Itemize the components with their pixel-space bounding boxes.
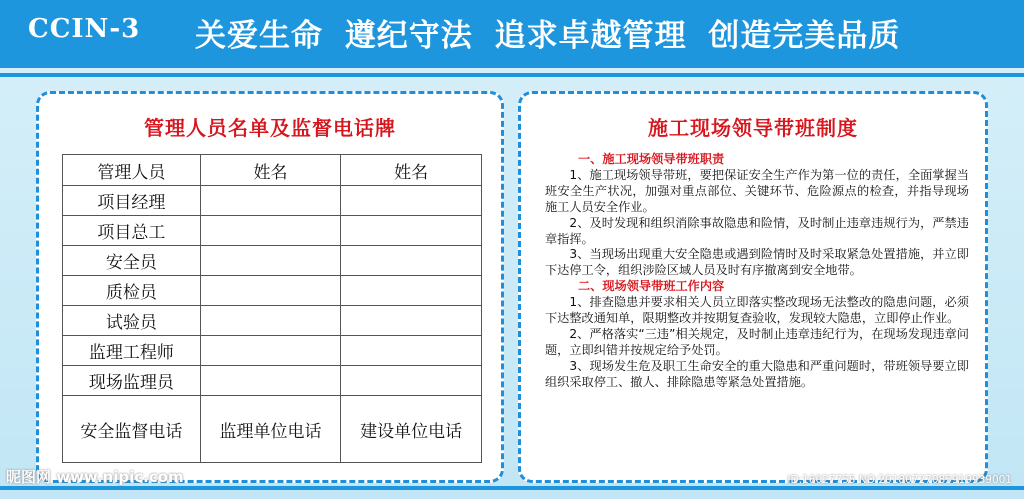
- name-cell: [341, 276, 482, 306]
- table-row: [63, 276, 482, 306]
- name-cell: [341, 186, 482, 216]
- header-cell-role: 管理人员: [63, 155, 201, 186]
- roster-title: 管理人员名单及监督电话牌: [144, 116, 396, 140]
- role-cell: 安全员: [63, 246, 201, 276]
- name-cell: [341, 336, 482, 366]
- name-cell: [200, 336, 341, 366]
- role-cell: 质检员: [63, 276, 201, 306]
- name-cell: [200, 246, 341, 276]
- rules-panel: [518, 91, 988, 483]
- roster-table: [62, 154, 482, 463]
- roster-panel: [36, 91, 504, 483]
- rule-paragraph: 1、排查隐患并要求相关人员立即落实整改现场无法整改的隐患问题，必须下达整改通知单，限期整改并按期复查验收，发现较大隐患，立即停止作业。: [545, 295, 969, 326]
- rule-paragraph: 3、当现场出现重大安全隐患或遇到险情时及时采取紧急处置措施，并立即下达停工令，组织涉险区域人员及时有序撤离到安全地带。: [545, 247, 969, 278]
- section-1-title: 一、施工现场领导带班职责: [578, 152, 725, 166]
- table-row: [63, 216, 482, 246]
- name-cell: [200, 186, 341, 216]
- supervision-phone-label: 监理单位电话: [200, 396, 341, 463]
- name-cell: [200, 276, 341, 306]
- name-cell: [341, 216, 482, 246]
- name-cell: [341, 366, 482, 396]
- construction-phone-label: 建设单位电话: [341, 396, 482, 463]
- name-cell: [341, 246, 482, 276]
- role-cell: 现场监理员: [63, 366, 201, 396]
- rule-paragraph: 2、及时发现和组织消除事故隐患和险情，及时制止违章违规行为，严禁违章指挥。: [545, 215, 969, 246]
- header-banner: [0, 0, 1024, 68]
- role-cell: 试验员: [63, 306, 201, 336]
- name-cell: [200, 306, 341, 336]
- rule-paragraph: 1、施工现场领导带班，要把保证安全生产作为第一位的责任，全面掌握当班安全生产状况，加强对重点部位、关键环节、危险源点的检查，并指导现场施工人员安全作业。: [545, 167, 969, 214]
- watermark-logo: 昵图网 www.nipic.com: [6, 468, 184, 486]
- safety-phone-label: 安全监督电话: [63, 396, 201, 463]
- rule-paragraph: 2、严格落实“三违”相关规定，及时制止违章违纪行为，在现场发现违章问题，立即纠错并按规定给予处罚。: [545, 326, 969, 357]
- table-row: [63, 336, 482, 366]
- name-cell: [341, 306, 482, 336]
- name-cell: [200, 366, 341, 396]
- slogan: 关爱生命 遵纪守法 追求卓越管理 创造完美品质: [195, 18, 901, 54]
- role-cell: 监理工程师: [63, 336, 201, 366]
- header-cell-name: 姓名: [200, 155, 341, 186]
- roster-header-row: [63, 155, 482, 186]
- header-cell-name: 姓名: [341, 155, 482, 186]
- sign-code: CCIN-3: [28, 14, 141, 44]
- phone-row: [63, 396, 482, 463]
- watermark-id: ID:16027755 NO:20180727085919939001: [787, 474, 1012, 486]
- table-row: [63, 246, 482, 276]
- role-cell: 项目经理: [63, 186, 201, 216]
- role-cell: 项目总工: [63, 216, 201, 246]
- rules-body: [545, 152, 969, 391]
- table-row: [63, 186, 482, 216]
- section-2-title: 二、现场领导带班工作内容: [578, 279, 725, 294]
- table-row: [63, 366, 482, 396]
- header-stripe: [0, 73, 1024, 77]
- name-cell: [200, 216, 341, 246]
- rules-title: 施工现场领导带班制度: [648, 116, 858, 140]
- table-row: [63, 306, 482, 336]
- rule-paragraph: 3、现场发生危及职工生命安全的重大隐患和严重问题时，带班领导要立即组织采取停工、撤人、排除隐患等紧急处置措施。: [545, 358, 969, 389]
